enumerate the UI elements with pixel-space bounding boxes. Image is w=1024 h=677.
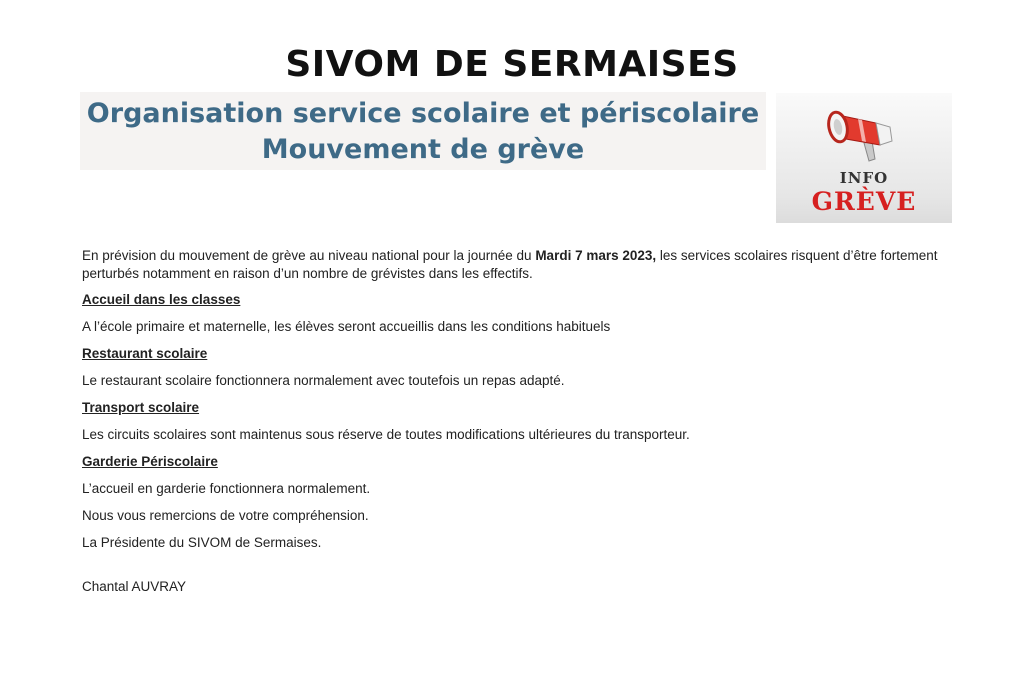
intro-text-start: En prévision du mouvement de grève au niveau national pour la journée du <box>82 248 536 263</box>
megaphone-icon <box>776 93 952 173</box>
section-text-garderie: L’accueil en garderie fonctionnera normalement. <box>82 481 371 496</box>
thanks-line: Nous vous remercions de votre compréhension. <box>82 508 369 523</box>
section-heading-garderie: Garderie Périscolaire <box>82 454 218 469</box>
title-line-2: Mouvement de grève <box>261 134 585 165</box>
badge-greve-text: GRÈVE <box>811 187 917 216</box>
section-text-accueil: A l’école primaire et maternelle, les élèves seront accueillis dans les conditions habituels <box>82 319 611 334</box>
strike-date: Mardi 7 mars 2023, <box>535 248 657 263</box>
intro-text-end: les services scolaires risquent d’être fortement perturbés notamment en raison d’un nombre de grévistes dans les effectifs. <box>82 248 938 281</box>
badge-info-text: INFO <box>839 169 889 187</box>
intro-paragraph <box>82 247 952 283</box>
signoff-line: La Présidente du SIVOM de Sermaises. <box>82 535 322 550</box>
title-line-1: Organisation service scolaire et périscolaire <box>86 98 760 129</box>
notice-body <box>82 247 952 596</box>
org-name: SIVOM DE SERMAISES <box>285 44 739 85</box>
title-banner <box>80 92 766 170</box>
info-greve-badge <box>776 93 952 223</box>
signature-name: Chantal AUVRAY <box>82 579 187 594</box>
section-text-transport: Les circuits scolaires sont maintenus sous réserve de toutes modifications ultérieures du transporteur. <box>82 427 690 442</box>
section-heading-transport: Transport scolaire <box>82 400 200 415</box>
section-heading-restaurant: Restaurant scolaire <box>82 346 208 361</box>
section-heading-accueil: Accueil dans les classes <box>82 292 241 307</box>
section-text-restaurant: Le restaurant scolaire fonctionnera normalement avec toutefois un repas adapté. <box>82 373 565 388</box>
